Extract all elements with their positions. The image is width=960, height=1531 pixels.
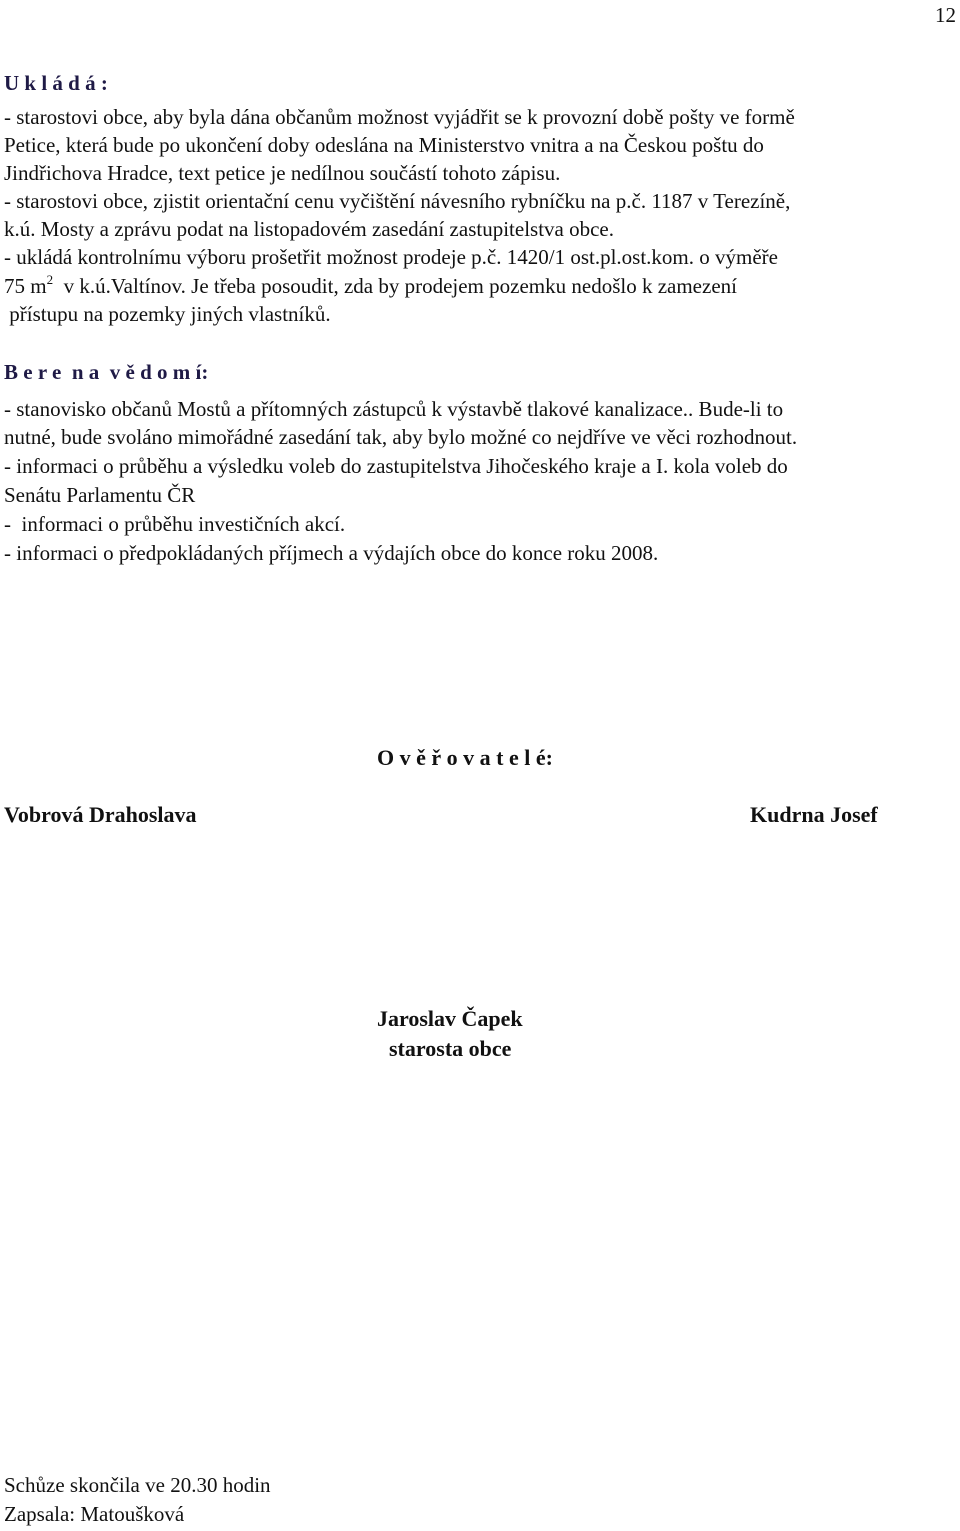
overovatele-heading: O v ě ř o v a t e l é:: [377, 745, 553, 770]
uklada-line-6: - ukládá kontrolnímu výboru prošetřit možnost prodeje p.č. 1420/1 ost.pl.ost.kom. o výměře: [4, 245, 778, 269]
area-line-start: 75 m: [4, 274, 47, 298]
page-number: 12: [935, 3, 956, 27]
uklada-line-1: - starostovi obce, aby byla dána občanům možnost vyjádřit se k provozní době pošty ve formě: [4, 105, 795, 129]
bere-line-3: - informaci o průběhu a výsledku voleb do zastupitelstva Jihočeského kraje a I. kola voleb do: [4, 454, 788, 478]
starosta-name: Jaroslav Čapek: [377, 1006, 523, 1031]
uklada-line-4: - starostovi obce, zjistit orientační cenu vyčištění návesního rybníčku na p.č. 1187 v Terezíně,: [4, 189, 791, 213]
uklada-area-line: [4, 272, 737, 300]
bere-heading: B e r e n a v ě d o m í:: [4, 360, 209, 384]
uklada-heading: U k l á d á :: [4, 71, 108, 95]
area-line-rest: v k.ú.Valtínov. Je třeba posoudit, zda by prodejem pozemku nedošlo k zamezení: [53, 274, 737, 298]
area-superscript: 2: [46, 272, 54, 287]
bere-line-1: - stanovisko občanů Mostů a přítomných zástupců k výstavbě tlakové kanalizace.. Bude-li to: [4, 397, 784, 421]
uklada-line-5: k.ú. Mosty a zprávu podat na listopadovém zasedání zastupitelstva obce.: [4, 217, 614, 241]
bere-line-2: nutné, bude svoláno mimořádné zasedání tak, aby bylo možné co nejdříve ve věci rozhodnout.: [4, 425, 798, 449]
recorded-by: Zapsala: Matoušková: [4, 1502, 185, 1526]
overovatel-left: Vobrová Drahoslava: [4, 802, 197, 827]
bere-line-6: - informaci o předpokládaných příjmech a výdajích obce do konce roku 2008.: [4, 541, 659, 565]
meeting-end: Schůze skončila ve 20.30 hodin: [4, 1473, 271, 1497]
uklada-line-3: Jindřichova Hradce, text petice je nedílnou součástí tohoto zápisu.: [4, 161, 561, 185]
starosta-title: starosta obce: [389, 1036, 512, 1061]
bere-line-5: - informaci o průběhu investičních akcí.: [4, 512, 346, 536]
overovatel-right: Kudrna Josef: [750, 802, 878, 827]
bere-line-4: Senátu Parlamentu ČR: [4, 483, 196, 507]
uklada-line-2: Petice, která bude po ukončení doby odeslána na Ministerstvo vnitra a na Českou poštu do: [4, 133, 764, 157]
uklada-line-8: přístupu na pozemky jiných vlastníků.: [4, 302, 331, 326]
